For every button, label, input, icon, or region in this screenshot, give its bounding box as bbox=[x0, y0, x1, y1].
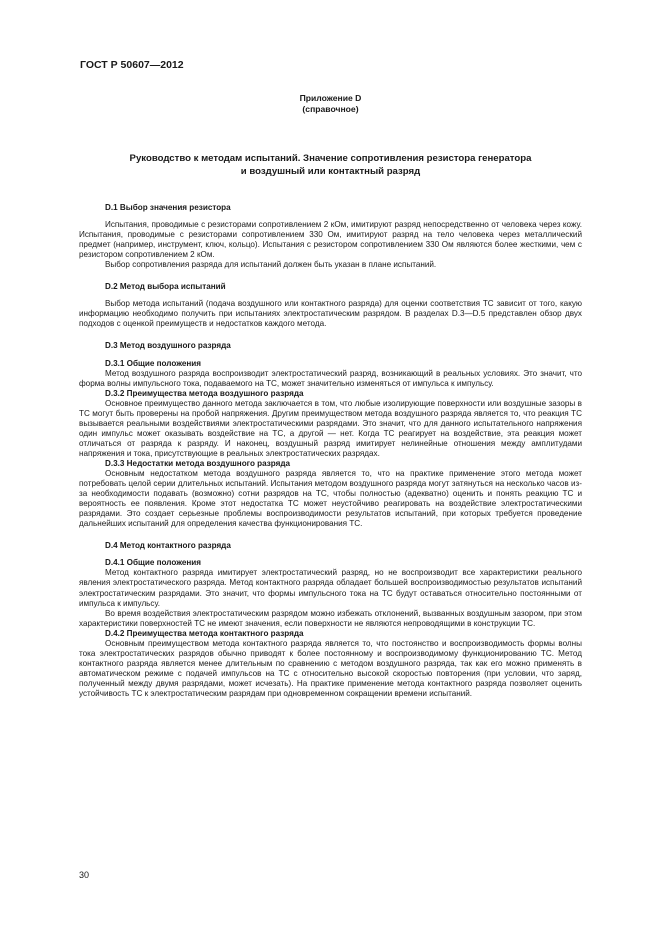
paragraph: Выбор метода испытаний (подача воздушного или контактного разряда) для оценки соответствия ТС зависит от того, какую информацию необходимо получить при испытаниях электростатическим разрядом. В разделах D.3—D.5 представлен обзор двух подходов с оценкой преимуществ и недостатков каждого метода. bbox=[79, 299, 582, 329]
paragraph: Метод контактного разряда имитирует электростатический разряд, но не воспроизводит все характеристики реального явления электростатического разряда. Метод контактного разряда обладает большей воспроизводимостью результатов испытаний электростатическим разрядами. Это значит, что формы импульсного тока на ТС будут оставаться относительно постоянными от импульса к импульсу. bbox=[79, 568, 582, 608]
paragraph: Метод воздушного разряда воспроизводит электростатический разряд, возникающий в реальных условиях. Это значит, что форма волны импульсного тока, подаваемого на ТС, может значительно изменяться от импульса к импульсу. bbox=[79, 368, 582, 388]
appendix-title: Приложение D bbox=[299, 93, 362, 103]
paragraph: Основным преимуществом метода контактного разряда является то, что постоянство и воспроизводимость формы волны тока электростатических разрядов обычно приводят к более постоянному и воспроизводимому функционированию ТС. Метод контактного разряда является менее длительным по сравнению с методом воздушного разряда, так как его можно применять в автоматическом режиме с подачей импульсов на ТС с относительно высокой скоростью повторения (при условии, что заряд, полученный между двумя разрядами, может исчезать). На практике применение метода контактного разряда позволяет оценить устойчивость ТС к электростатическим разрядам при одновременном сокращении времени испытаний. bbox=[79, 638, 582, 698]
section-heading-d2: D.2 Метод выбора испытаний bbox=[105, 282, 226, 292]
paragraph: Основным недостатком метода воздушного разряда является то, что на практике применение этого метода может потребовать целой серии длительных испытаний. Испытания методом воздушного разряда могут затянуться на несколько часов из-за необходимости подавать (возможно) сотни разрядов на ТС, чтобы полностью (адекватно) оценить и понять реакцию ТС и вероятность ее появления. Кроме этот недостатка ТС может неустойчиво реагировать на воздействие электростатическими разрядами. Это создает серьезные проблемы воспроизводимости результатов испытаний, при которых требуется проведение дальнейших испытаний для определения качества функционирования ТС. bbox=[79, 469, 582, 529]
document-title-line-2: и воздушный или контактный разряд bbox=[240, 166, 421, 177]
document-body bbox=[79, 203, 582, 699]
subsection-heading-d31: D.3.1 Общие положения bbox=[105, 358, 202, 368]
section-heading-d1: D.1 Выбор значения резистора bbox=[105, 203, 231, 212]
standard-header: ГОСТ Р 50607—2012 bbox=[80, 59, 184, 71]
paragraph: Основное преимущество данного метода заключается в том, что любые изолирующие поверхности или воздушные зазоры в ТС могут быть проверены на пробой напряжения. Другим преимуществом метода воздушного разряда является то, что реакция ТС вызывается реальными воздействиями электростатическими разрядами. Это значит, что для данного испытательного напряжения один импульс может оказывать воздействие на ТС, а другой — нет. Когда ТС реагирует на воздействие, эта реакция может отличаться от разряда к разряду. И наконец, воздушный разряд имитирует нелинейные отношения между амплитудами напряжения и тока, присутствующие в реальных электростатических разрядах. bbox=[79, 398, 582, 458]
paragraph: Выбор сопротивления разряда для испытаний должен быть указан в плане испытаний. bbox=[105, 260, 437, 270]
page-number: 30 bbox=[79, 870, 90, 880]
document-title-line-1: Руководство к методам испытаний. Значение сопротивления резистора генератора bbox=[129, 153, 532, 164]
subsection-heading-d42: D.4.2 Преимущества метода контактного разряда bbox=[105, 628, 304, 638]
section-heading-d3: D.3 Метод воздушного разряда bbox=[105, 341, 231, 351]
subsection-heading-d32: D.3.2 Преимущества метода воздушного разряда bbox=[105, 388, 304, 398]
subsection-heading-d33: D.3.3 Недостатки метода воздушного разряда bbox=[105, 458, 291, 468]
section-heading-d4: D.4 Метод контактного разряда bbox=[105, 541, 231, 551]
appendix-subtitle: (справочное) bbox=[302, 104, 359, 114]
paragraph: Во время воздействия электростатическим разрядом можно избежать отклонений, вызванных воздушным зазором, при этом характеристики поверхностей ТС не имеют значения, если поверхности не являются непроводящими в конструкции ТС. bbox=[79, 608, 582, 628]
paragraph: Испытания, проводимые с резисторами сопротивлением 2 кОм, имитируют разряд непосредственно от человека через кожу. Испытания, проводимые с резисторами сопротивлением 330 Ом, имитируют разряд на тело человека через металлический предмет (например, инструмент, ключ, кольцо). Испытания с резистором сопротивлением 330 Ом являются более жесткими, чем с резистором сопротивлением 2 кОм. bbox=[79, 220, 582, 260]
subsection-heading-d41: D.4.1 Общие положения bbox=[105, 558, 202, 568]
